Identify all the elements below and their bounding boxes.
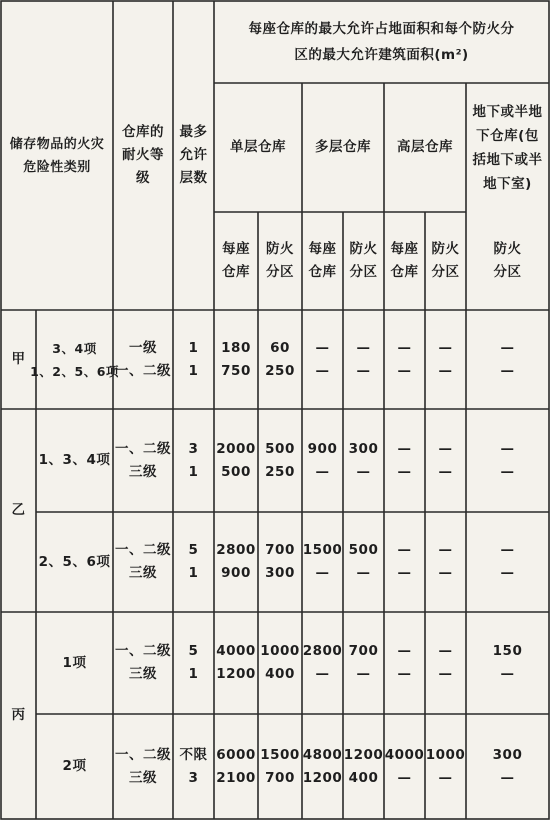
cell-single-compartment xyxy=(258,409,302,512)
cell-value: 三级 xyxy=(129,463,157,480)
cell-floors xyxy=(173,714,214,819)
cell-single-warehouse xyxy=(214,714,258,819)
cell-value: 700 xyxy=(265,769,295,786)
cell-multi-compartment xyxy=(343,409,384,512)
cell-value: 1 xyxy=(188,463,199,480)
cell-value: — xyxy=(500,362,515,379)
class-jia: 甲 xyxy=(11,351,26,367)
cell-value: — xyxy=(397,666,412,682)
cell-underground-compartment xyxy=(466,714,549,819)
cell-value: 500 xyxy=(348,542,379,558)
cell-value: 300 xyxy=(492,746,523,763)
header-high-compartment xyxy=(425,212,466,310)
header-fire-resistance-label: 仓库的耐火等级 xyxy=(122,124,164,186)
cell-multi-compartment xyxy=(343,612,384,714)
cell-underground-compartment xyxy=(466,612,549,714)
header-high-compartment-label: 防火分区 xyxy=(431,241,460,280)
cell-value: 2项 xyxy=(62,758,87,774)
cell-value: — xyxy=(397,542,412,558)
cell-value: — xyxy=(356,666,371,682)
header-underground-compartment xyxy=(466,212,549,310)
cell-value: — xyxy=(438,339,453,356)
cell-value: 250 xyxy=(265,463,295,480)
cell-value: — xyxy=(356,463,371,480)
cell-value: — xyxy=(356,339,371,356)
cell-value: — xyxy=(315,565,330,581)
cell-value: 1500 xyxy=(302,542,343,558)
cell-single-compartment xyxy=(258,612,302,714)
cell-value: — xyxy=(397,565,412,581)
cell-value: — xyxy=(397,463,412,480)
header-max-floors-label: 最多允许层数 xyxy=(179,124,208,186)
header-multi-compartment xyxy=(343,212,384,310)
header-multi-per-warehouse-label: 每座仓库 xyxy=(308,241,337,280)
cell-value: 6000 xyxy=(216,746,256,763)
cell-value: 1、2、5、6项 xyxy=(30,363,119,379)
cell-value: — xyxy=(438,463,453,480)
cell-high-compartment xyxy=(425,512,466,612)
cell-grades xyxy=(113,714,173,819)
cell-underground-compartment xyxy=(466,310,549,409)
cell-high-warehouse xyxy=(384,714,425,819)
cell-floors xyxy=(173,612,214,714)
cell-value: 2、5、6项 xyxy=(38,553,111,570)
cell-high-warehouse xyxy=(384,512,425,612)
cell-high-warehouse xyxy=(384,310,425,409)
cell-value: — xyxy=(500,463,515,480)
cell-items xyxy=(36,512,113,612)
cell-value: 一、二级 xyxy=(115,746,171,763)
cell-value: — xyxy=(500,666,515,682)
cell-value: 5 xyxy=(188,542,199,558)
header-high-per-warehouse xyxy=(384,212,425,310)
header-single-storey: 单层仓库 xyxy=(230,139,286,155)
cell-grades xyxy=(113,612,173,714)
cell-value: 300 xyxy=(348,440,379,457)
cell-multi-compartment xyxy=(343,310,384,409)
header-category-label: 储存物品的火灾危险性类别 xyxy=(9,136,105,175)
cell-value: 一、二级 xyxy=(115,362,171,379)
cell-value: 1 xyxy=(188,666,199,682)
cell-value: 1000 xyxy=(260,643,300,659)
cell-single-compartment xyxy=(258,512,302,612)
cell-value: — xyxy=(500,769,515,786)
cell-single-warehouse xyxy=(214,310,258,409)
header-multi-compartment-label: 防火分区 xyxy=(349,241,378,280)
cell-value: — xyxy=(397,362,412,379)
cell-value: 三级 xyxy=(129,769,157,786)
cell-value: 750 xyxy=(221,362,251,379)
header-max-floors xyxy=(173,1,214,310)
cell-high-warehouse xyxy=(384,612,425,714)
cell-items xyxy=(36,409,113,512)
cell-multi-compartment xyxy=(343,714,384,819)
cell-multi-warehouse xyxy=(302,409,343,512)
cell-value: — xyxy=(500,565,515,581)
header-underground xyxy=(466,83,549,212)
cell-value: — xyxy=(315,362,330,379)
cell-value: — xyxy=(315,339,330,356)
cell-value: — xyxy=(438,643,453,659)
cell-value: 三级 xyxy=(129,666,157,682)
cell-value: — xyxy=(438,769,453,786)
cell-value: 700 xyxy=(348,643,379,659)
cell-floors xyxy=(173,512,214,612)
cell-value: — xyxy=(500,440,515,457)
cell-high-compartment xyxy=(425,612,466,714)
cell-value: — xyxy=(397,339,412,356)
cell-single-warehouse xyxy=(214,612,258,714)
cell-value: 1 xyxy=(188,362,199,379)
cell-high-compartment xyxy=(425,310,466,409)
cell-value: 1、3、4项 xyxy=(38,452,111,468)
cell-value: 1200 xyxy=(343,746,384,763)
header-multi-storey: 多层仓库 xyxy=(315,139,371,155)
cell-grades xyxy=(113,512,173,612)
cell-floors xyxy=(173,409,214,512)
cell-value: 2800 xyxy=(302,643,343,659)
cell-value: 2800 xyxy=(216,542,256,558)
header-underground-compartment-label: 防火分区 xyxy=(493,241,522,280)
cell-single-warehouse xyxy=(214,512,258,612)
cell-value: 900 xyxy=(307,440,338,457)
header-high-per-warehouse-label: 每座仓库 xyxy=(390,241,419,280)
cell-high-warehouse xyxy=(384,409,425,512)
cell-value: 一级 xyxy=(129,339,157,356)
cell-value: 700 xyxy=(265,542,295,558)
header-area-title-label: 每座仓库的最大允许占地面积和每个防火分区的最大允许建筑面积(m²) xyxy=(248,21,515,63)
cell-value: 一、二级 xyxy=(115,643,171,659)
cell-value: 150 xyxy=(492,643,523,659)
cell-value: — xyxy=(356,362,371,379)
header-category xyxy=(1,1,113,310)
cell-value: — xyxy=(397,769,412,786)
cell-underground-compartment xyxy=(466,409,549,512)
cell-value: 1200 xyxy=(302,769,343,786)
cell-value: — xyxy=(438,542,453,558)
cell-value: 500 xyxy=(221,463,251,480)
cell-value: 3 xyxy=(188,769,199,786)
cell-high-compartment xyxy=(425,714,466,819)
cell-value: 900 xyxy=(221,565,251,581)
cell-underground-compartment xyxy=(466,512,549,612)
cell-single-compartment xyxy=(258,714,302,819)
cell-multi-warehouse xyxy=(302,512,343,612)
header-high-rise: 高层仓库 xyxy=(397,139,453,155)
cell-value: — xyxy=(356,565,371,581)
cell-value: — xyxy=(315,666,330,682)
cell-value: 4000 xyxy=(216,643,256,659)
cell-value: 4000 xyxy=(384,746,425,763)
cell-value: 300 xyxy=(265,565,295,581)
cell-value: 400 xyxy=(265,666,295,682)
cell-value: — xyxy=(500,542,515,558)
cell-high-compartment xyxy=(425,409,466,512)
cell-value: 400 xyxy=(348,769,379,786)
cell-single-compartment xyxy=(258,310,302,409)
class-bing: 丙 xyxy=(11,707,26,723)
cell-value: 500 xyxy=(265,440,295,457)
header-single-per-warehouse xyxy=(214,212,258,310)
header-multi-per-warehouse xyxy=(302,212,343,310)
cell-value: 60 xyxy=(270,339,290,356)
cell-value: 三级 xyxy=(129,565,157,581)
cell-items xyxy=(30,310,119,409)
cell-value: 1 xyxy=(188,565,199,581)
cell-value: 1 xyxy=(188,339,199,356)
cell-value: 5 xyxy=(188,643,199,659)
cell-items xyxy=(36,714,113,819)
cell-multi-warehouse xyxy=(302,310,343,409)
cell-grades xyxy=(113,310,173,409)
header-underground-label: 地下或半地下仓库(包括地下或半地下室) xyxy=(472,103,543,192)
cell-single-warehouse xyxy=(214,409,258,512)
header-fire-resistance xyxy=(113,1,173,310)
cell-value: 4800 xyxy=(302,746,343,763)
cell-value: — xyxy=(438,440,453,457)
class-yi: 乙 xyxy=(11,502,26,518)
header-single-per-warehouse-label: 每座仓库 xyxy=(222,241,250,280)
cell-value: 1项 xyxy=(62,654,87,671)
header-single-compartment xyxy=(258,212,302,310)
cell-value: 1500 xyxy=(260,746,300,763)
header-single-compartment-label: 防火分区 xyxy=(266,241,294,280)
header-area-title xyxy=(214,1,549,83)
cell-value: 1200 xyxy=(216,666,256,682)
cell-value: 一、二级 xyxy=(115,440,171,457)
cell-value: — xyxy=(397,440,412,457)
cell-items xyxy=(36,612,113,714)
cell-multi-warehouse xyxy=(302,612,343,714)
cell-value: 3 xyxy=(188,440,199,457)
cell-value: 180 xyxy=(221,339,251,356)
cell-grades xyxy=(113,409,173,512)
cell-value: 3、4项 xyxy=(52,340,97,356)
cell-value: 250 xyxy=(265,362,295,379)
cell-value: — xyxy=(397,643,412,659)
cell-floors xyxy=(173,310,214,409)
cell-multi-compartment xyxy=(343,512,384,612)
cell-value: — xyxy=(438,565,453,581)
cell-value: — xyxy=(438,362,453,379)
cell-value: 2100 xyxy=(216,769,256,786)
cell-value: — xyxy=(315,463,330,480)
cell-value: — xyxy=(438,666,453,682)
cell-multi-warehouse xyxy=(302,714,343,819)
cell-value: 不限 xyxy=(179,746,208,763)
cell-value: 一、二级 xyxy=(115,542,171,558)
cell-value: 1000 xyxy=(425,746,466,763)
cell-value: — xyxy=(500,339,515,356)
cell-value: 2000 xyxy=(216,440,256,457)
